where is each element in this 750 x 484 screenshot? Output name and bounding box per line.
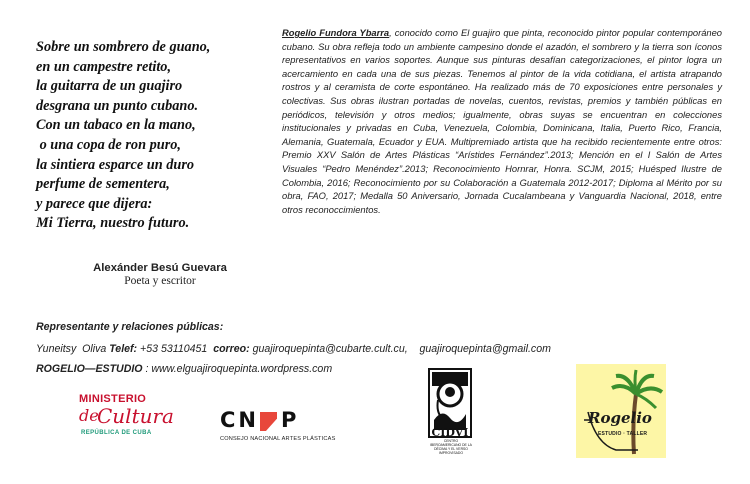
representative-heading-text: Representante y relaciones públicas:: [36, 321, 224, 333]
mincult-republica: REPÚBLICA DE CUBA: [81, 430, 152, 436]
cnap-logo: [216, 408, 336, 448]
poem-line: desgrana un punto cubano.: [36, 97, 199, 114]
cnap-subtitle: CONSEJO NACIONAL ARTES PLÁSTICAS: [220, 436, 336, 442]
poem-line: Sobre un sombrero de guano,: [36, 39, 211, 55]
phone-label: Telef:: [109, 343, 138, 355]
poem-line: la sintiera esparce un duro: [36, 156, 195, 173]
cidvi-emblem-icon: [428, 368, 472, 438]
email-addresses[interactable]: guajiroquepinta@cubarte.cult.cu, guajiroquepinta@gmail.com: [249, 343, 551, 355]
author-role: Poeta y escritor: [124, 275, 196, 287]
studio-website[interactable]: : www.elguajiroquepinta.wordpress.com: [142, 363, 333, 375]
cidvi-logo: [428, 368, 472, 456]
poem-author: [60, 262, 260, 287]
email-label: correo:: [213, 343, 250, 355]
studio-label: ROGELIO—ESTUDIO: [36, 363, 143, 375]
rogelio-logo-name: Rogelio: [588, 409, 652, 427]
artist-name: Rogelio Fundora Ybarra: [282, 28, 390, 38]
cnap-letter-c: C: [220, 408, 239, 432]
representative-name: Yuneitsy Oliva: [36, 343, 110, 355]
poem-line: o una copa de ron puro,: [36, 136, 181, 153]
poem-line: Mi Tierra, nuestro futuro.: [36, 215, 190, 232]
mincult-de: de: [79, 406, 99, 425]
poem-line: en un campestre retito,: [36, 58, 172, 75]
phone-number: +53 53110451: [137, 343, 214, 355]
contact-line: [36, 343, 551, 355]
cnap-letter-p: P: [281, 408, 300, 432]
poem: [36, 38, 258, 234]
poem-line: perfume de sementera,: [36, 176, 170, 193]
author-name: Alexánder Besú Guevara: [93, 262, 227, 274]
ministerio-cultura-logo: [73, 391, 193, 441]
mincult-ministerio: MINISTERIO: [79, 393, 147, 405]
cnap-letter-n: N: [238, 408, 259, 432]
poem-line: y parece que dijera:: [36, 195, 153, 212]
poem-line: Con un tabaco en la mano,: [36, 117, 196, 134]
studio-line: [36, 363, 332, 375]
representative-heading: [36, 321, 223, 333]
mincult-cultura: Cultura: [97, 404, 174, 428]
artist-biography: [282, 27, 722, 217]
cidvi-label: CIDVI: [431, 426, 469, 438]
cidvi-subtitle: CENTRO IBEROAMERICANO DE LA DÉCIMA Y EL VERSO IMPROVISADO: [430, 439, 472, 455]
biography-text: , conocido como El guajiro que pinta, reconocido pintor popular contemporáneo cubano. Su obra refleja todo un ambiente campesino donde el azadón, el sombrero y la tierra son íconos representativos en varios soportes. Aunque sus pinturas desafían categorizaciones, el pintor logra un acercamiento en cada una de sus piezas. Tenemos al pintor de la vida cotidiana, el artista atrapando rostros y al ceramista de corte espontáneo. Ha realizado más de 70 exposiciones entre personales y colectivas. Sus obras ilustran portadas de novelas, cuentos, revistas, premios y también públicas en periódicos, televisión y otros medios; igualmente, obras suyas se encuentran en colecciones institucionales y privadas en Cuba, Venezuela, Colombia, Dominicana, Italia, Puerto Rico, Francia, Alemania, Guatemala, Ecuador y EUA. Multipremiado artista que ha recibido recientemente entre otros: Premio XXV Salón de Artes Plásticas “Arístides Fernández”.2013; Mención en el I Salón de Artes Visuales “Pedro Menéndez”.2013; Reconocimiento Hornrar, Honra. SCJM, 2015; Huésped Ilustre de Colombia, 2016; Reconocimiento por su Colaboración a Guatemala 2012-2017; Diploma al Mérito por su obra, FAO, 2017; Medalla 50 Aniversario, Jornada Cucalambeana y Vanguardia Nacional, 2018, entre otros reconoccimientos.: [282, 28, 723, 215]
rogelio-studio-logo: [576, 364, 666, 458]
cnap-orange-square-icon: [260, 412, 277, 431]
rogelio-logo-subtitle: ESTUDIO · TALLER: [598, 431, 648, 437]
poem-line: la guitarra de un guajiro: [36, 78, 183, 95]
